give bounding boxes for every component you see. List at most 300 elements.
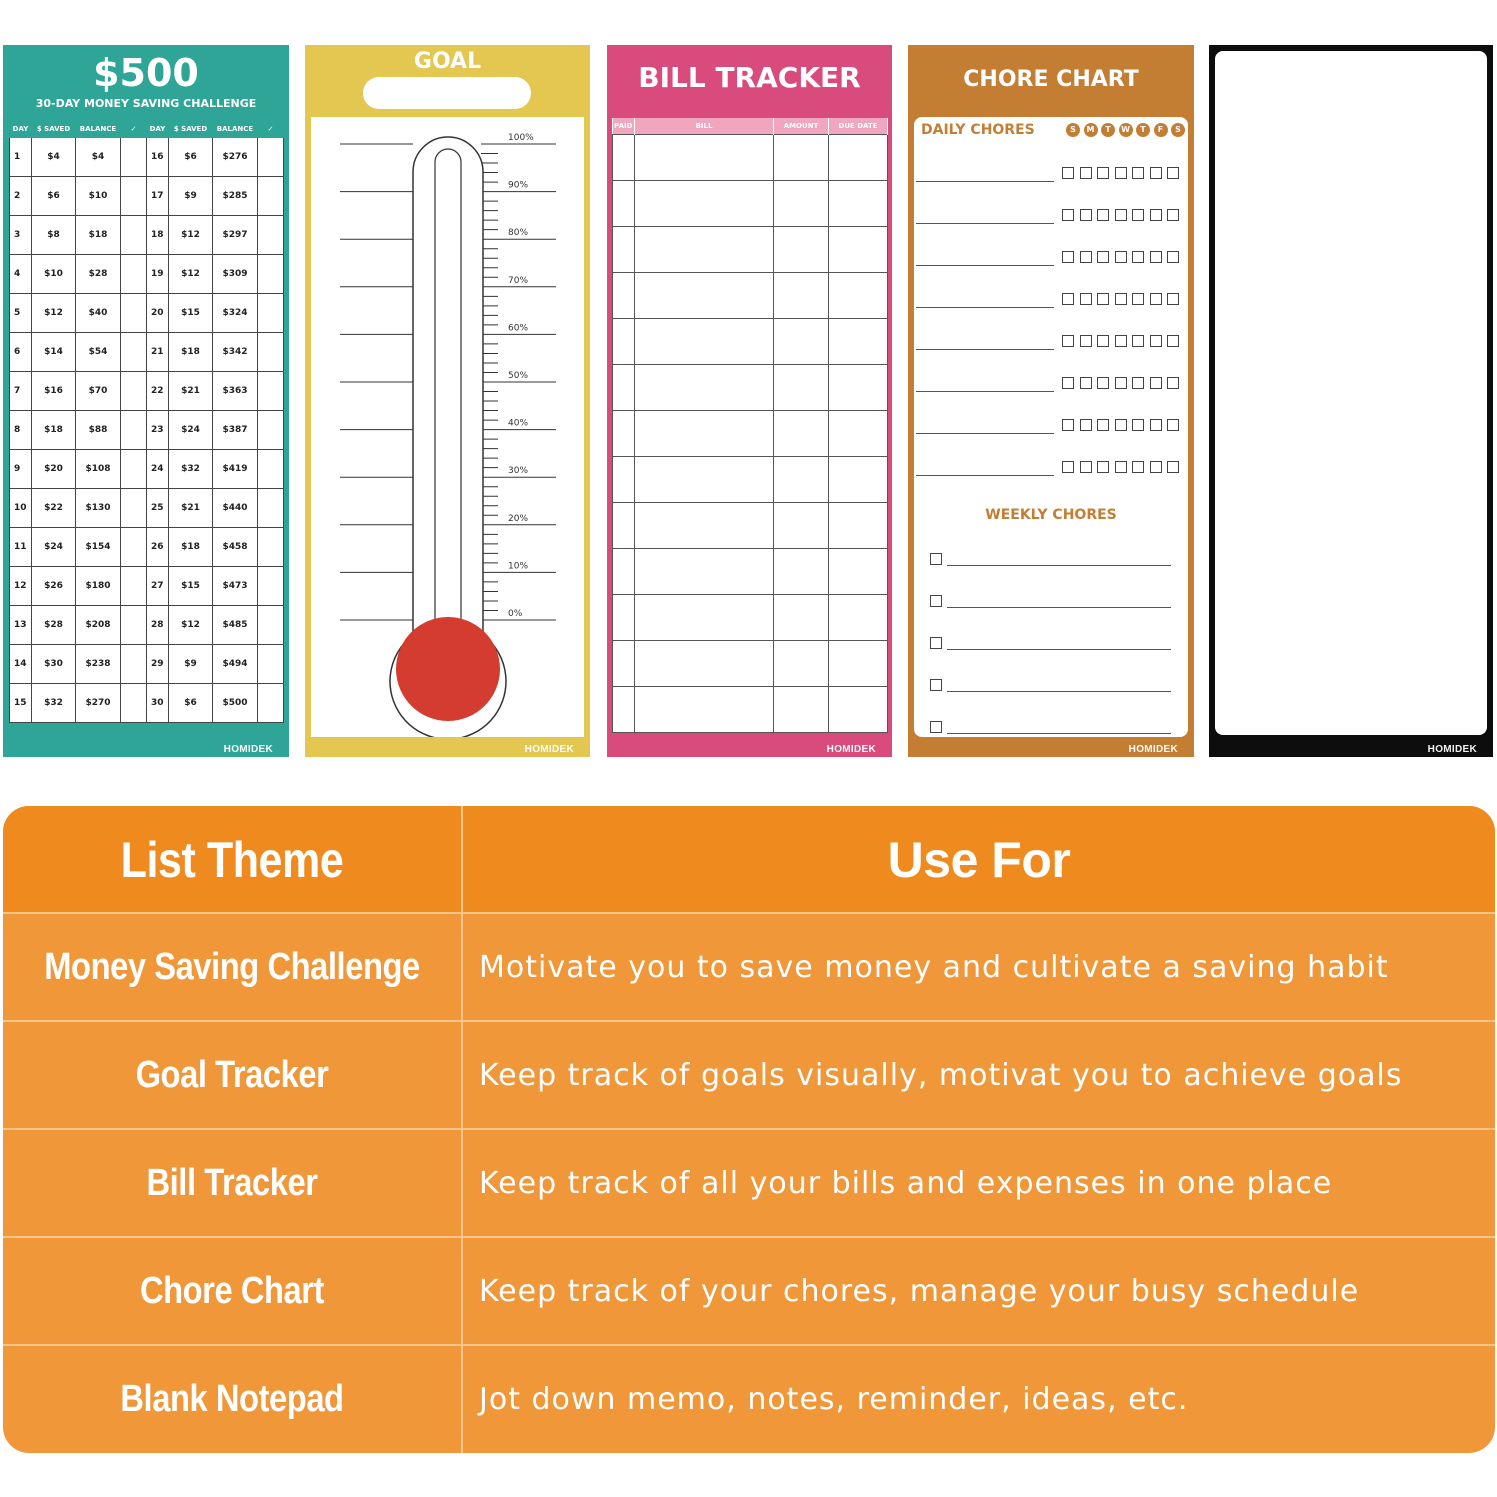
day-cell: 19 bbox=[147, 255, 169, 294]
brand-logo: HOMIDEK bbox=[223, 744, 273, 755]
day-cell: 24 bbox=[147, 450, 169, 489]
bill-cell[interactable] bbox=[774, 503, 829, 549]
goal-percent-label: 50% bbox=[508, 371, 529, 381]
check-cell[interactable] bbox=[258, 450, 284, 489]
day-cell: 13 bbox=[10, 606, 32, 645]
column-divider bbox=[461, 806, 463, 1453]
thermometer-bulb bbox=[396, 617, 500, 721]
bill-cell[interactable] bbox=[774, 641, 829, 687]
day-checkbox[interactable] bbox=[1115, 461, 1127, 473]
bill-cell[interactable] bbox=[774, 411, 829, 457]
table-row bbox=[10, 606, 284, 645]
amount-cell: $208 bbox=[76, 606, 121, 645]
check-cell[interactable] bbox=[258, 216, 284, 255]
table-row bbox=[10, 372, 284, 411]
amount-cell: $20 bbox=[32, 450, 76, 489]
bill-cell[interactable] bbox=[774, 227, 829, 273]
amount-cell: $458 bbox=[213, 528, 258, 567]
check-cell[interactable] bbox=[121, 177, 147, 216]
amount-cell: $108 bbox=[76, 450, 121, 489]
theme-table-header bbox=[3, 806, 1495, 913]
check-cell[interactable] bbox=[258, 567, 284, 606]
bill-col-header: BILL bbox=[635, 118, 774, 135]
amount-cell: $8 bbox=[32, 216, 76, 255]
amount-cell: $6 bbox=[32, 177, 76, 216]
day-cell: 3 bbox=[10, 216, 32, 255]
day-cell: 23 bbox=[147, 411, 169, 450]
bill-cell[interactable] bbox=[613, 411, 635, 457]
amount-cell: $485 bbox=[213, 606, 258, 645]
amount-cell: $21 bbox=[169, 372, 213, 411]
table-row bbox=[10, 411, 284, 450]
bill-col-header: PAID bbox=[613, 118, 635, 135]
amount-cell: $15 bbox=[169, 294, 213, 333]
day-checkbox[interactable] bbox=[1097, 293, 1109, 305]
amount-cell: $14 bbox=[32, 333, 76, 372]
day-checkbox[interactable] bbox=[1062, 419, 1074, 431]
chore-write-line[interactable] bbox=[947, 649, 1171, 650]
day-checkbox[interactable] bbox=[1150, 251, 1162, 263]
bill-cell[interactable] bbox=[613, 549, 635, 595]
day-checkbox[interactable] bbox=[1150, 335, 1162, 347]
weekday-badge: W bbox=[1119, 123, 1133, 137]
table-row bbox=[3, 1346, 1495, 1452]
day-checkbox[interactable] bbox=[1115, 419, 1127, 431]
money-saving-panel bbox=[3, 45, 289, 757]
bill-cell[interactable] bbox=[829, 273, 888, 319]
bill-cell[interactable] bbox=[635, 411, 774, 457]
amount-cell: $32 bbox=[32, 684, 76, 723]
amount-cell: $10 bbox=[32, 255, 76, 294]
check-cell[interactable] bbox=[258, 372, 284, 411]
goal-thermometer bbox=[311, 117, 584, 737]
bill-cell[interactable] bbox=[613, 457, 635, 503]
day-checkbox[interactable] bbox=[1132, 377, 1144, 389]
day-checkbox[interactable] bbox=[1097, 335, 1109, 347]
day-cell: 4 bbox=[10, 255, 32, 294]
theme-use: Keep track of your chores, manage your busy schedule bbox=[479, 1273, 1360, 1309]
goal-percent-label: 30% bbox=[508, 466, 529, 477]
bill-cell[interactable] bbox=[635, 319, 774, 365]
money-panel-title: $500 bbox=[93, 51, 199, 95]
check-cell[interactable] bbox=[121, 450, 147, 489]
weekly-checkbox[interactable] bbox=[930, 637, 942, 649]
money-col-header: $ SAVED bbox=[169, 120, 213, 138]
day-cell: 26 bbox=[147, 528, 169, 567]
chore-write-line[interactable] bbox=[916, 181, 1054, 182]
bill-cell[interactable] bbox=[829, 227, 888, 273]
bill-cell[interactable] bbox=[829, 135, 888, 181]
day-cell: 11 bbox=[10, 528, 32, 567]
brand-logo: HOMIDEK bbox=[1128, 744, 1178, 755]
bill-cell[interactable] bbox=[774, 595, 829, 641]
amount-cell: $12 bbox=[32, 294, 76, 333]
day-checkbox[interactable] bbox=[1167, 293, 1179, 305]
table-row bbox=[3, 1022, 1495, 1128]
money-col-header: DAY bbox=[10, 120, 32, 138]
day-checkbox[interactable] bbox=[1132, 209, 1144, 221]
table-row bbox=[10, 645, 284, 684]
weekday-badge: M bbox=[1084, 123, 1098, 137]
day-checkbox[interactable] bbox=[1150, 293, 1162, 305]
bill-cell[interactable] bbox=[635, 641, 774, 687]
amount-cell: $6 bbox=[169, 684, 213, 723]
money-col-header: ✓ bbox=[121, 120, 147, 138]
bill-cell[interactable] bbox=[774, 687, 829, 733]
weekday-badge: T bbox=[1101, 123, 1115, 137]
amount-cell: $28 bbox=[32, 606, 76, 645]
day-checkbox[interactable] bbox=[1097, 167, 1109, 179]
table-row bbox=[10, 450, 284, 489]
amount-cell: $324 bbox=[213, 294, 258, 333]
weekly-checkbox[interactable] bbox=[930, 679, 942, 691]
bill-cell[interactable] bbox=[613, 595, 635, 641]
daily-chore-row bbox=[916, 163, 1186, 183]
amount-cell: $130 bbox=[76, 489, 121, 528]
day-cell: 14 bbox=[10, 645, 32, 684]
goal-input-field[interactable] bbox=[363, 77, 531, 109]
day-cell: 22 bbox=[147, 372, 169, 411]
check-cell[interactable] bbox=[258, 606, 284, 645]
blank-note-area[interactable] bbox=[1215, 51, 1487, 735]
money-col-header: $ SAVED bbox=[32, 120, 76, 138]
check-cell[interactable] bbox=[258, 333, 284, 372]
day-checkbox[interactable] bbox=[1080, 377, 1092, 389]
bill-cell[interactable] bbox=[829, 181, 888, 227]
money-saving-grid bbox=[9, 119, 284, 723]
table-row bbox=[613, 365, 888, 411]
day-checkbox[interactable] bbox=[1080, 209, 1092, 221]
goal-panel-title: GOAL bbox=[413, 49, 482, 74]
check-cell[interactable] bbox=[258, 255, 284, 294]
bill-cell[interactable] bbox=[613, 181, 635, 227]
bill-cell[interactable] bbox=[829, 457, 888, 503]
chore-write-line[interactable] bbox=[916, 223, 1054, 224]
header-use-for: Use For bbox=[887, 831, 1071, 888]
chore-write-line[interactable] bbox=[947, 691, 1171, 692]
check-cell[interactable] bbox=[258, 177, 284, 216]
bill-cell[interactable] bbox=[613, 273, 635, 319]
amount-cell: $70 bbox=[76, 372, 121, 411]
day-checkbox[interactable] bbox=[1062, 293, 1074, 305]
weekly-chore-row bbox=[930, 593, 1170, 609]
day-cell: 21 bbox=[147, 333, 169, 372]
day-checkbox[interactable] bbox=[1150, 419, 1162, 431]
bill-cell[interactable] bbox=[635, 365, 774, 411]
bill-cell[interactable] bbox=[774, 181, 829, 227]
day-checkbox[interactable] bbox=[1167, 167, 1179, 179]
amount-cell: $26 bbox=[32, 567, 76, 606]
bill-cell[interactable] bbox=[613, 365, 635, 411]
day-checkbox[interactable] bbox=[1167, 419, 1179, 431]
day-checkbox[interactable] bbox=[1062, 461, 1074, 473]
weekly-chore-row bbox=[930, 677, 1170, 693]
weekly-checkbox[interactable] bbox=[930, 553, 942, 565]
bill-cell[interactable] bbox=[613, 687, 635, 733]
day-checkbox[interactable] bbox=[1080, 167, 1092, 179]
day-checkbox[interactable] bbox=[1097, 461, 1109, 473]
day-checkbox[interactable] bbox=[1097, 209, 1109, 221]
weekday-badge: F bbox=[1154, 123, 1168, 137]
chore-write-line[interactable] bbox=[916, 391, 1054, 392]
goal-percent-label: 60% bbox=[508, 323, 529, 334]
table-row bbox=[613, 503, 888, 549]
day-checkbox[interactable] bbox=[1132, 419, 1144, 431]
check-cell[interactable] bbox=[258, 138, 284, 177]
day-checkbox[interactable] bbox=[1150, 167, 1162, 179]
day-checkbox[interactable] bbox=[1062, 167, 1074, 179]
amount-cell: $387 bbox=[213, 411, 258, 450]
goal-percent-label: 80% bbox=[508, 228, 529, 239]
bill-cell[interactable] bbox=[774, 457, 829, 503]
goal-card bbox=[311, 117, 584, 737]
amount-cell: $30 bbox=[32, 645, 76, 684]
bill-cell[interactable] bbox=[829, 503, 888, 549]
chore-chart-panel bbox=[908, 45, 1194, 757]
bill-cell[interactable] bbox=[613, 641, 635, 687]
blank-notepad-panel bbox=[1209, 45, 1493, 757]
day-checkbox[interactable] bbox=[1080, 335, 1092, 347]
day-checkbox[interactable] bbox=[1115, 335, 1127, 347]
amount-cell: $18 bbox=[169, 333, 213, 372]
bill-cell[interactable] bbox=[635, 273, 774, 319]
bill-cell[interactable] bbox=[635, 503, 774, 549]
bill-col-header: AMOUNT bbox=[774, 118, 829, 135]
theme-name: Blank Notepad bbox=[120, 1377, 344, 1420]
day-checkbox[interactable] bbox=[1167, 335, 1179, 347]
check-cell[interactable] bbox=[121, 138, 147, 177]
amount-cell: $180 bbox=[76, 567, 121, 606]
check-cell[interactable] bbox=[121, 255, 147, 294]
thermometer-tube bbox=[435, 149, 461, 627]
amount-cell: $18 bbox=[169, 528, 213, 567]
day-checkbox[interactable] bbox=[1150, 209, 1162, 221]
bill-cell[interactable] bbox=[613, 135, 635, 181]
bill-tracker-panel bbox=[607, 45, 892, 757]
bill-cell[interactable] bbox=[829, 641, 888, 687]
day-checkbox[interactable] bbox=[1115, 293, 1127, 305]
check-cell[interactable] bbox=[121, 528, 147, 567]
bill-cell[interactable] bbox=[774, 135, 829, 181]
check-cell[interactable] bbox=[121, 645, 147, 684]
table-row bbox=[10, 216, 284, 255]
goal-percent-label: 10% bbox=[508, 561, 529, 572]
amount-cell: $342 bbox=[213, 333, 258, 372]
amount-cell: $4 bbox=[76, 138, 121, 177]
check-cell[interactable] bbox=[121, 606, 147, 645]
amount-cell: $419 bbox=[213, 450, 258, 489]
amount-cell: $88 bbox=[76, 411, 121, 450]
chore-write-line[interactable] bbox=[947, 565, 1171, 566]
day-cell: 8 bbox=[10, 411, 32, 450]
check-cell[interactable] bbox=[121, 216, 147, 255]
day-checkbox[interactable] bbox=[1150, 461, 1162, 473]
amount-cell: $12 bbox=[169, 606, 213, 645]
day-checkbox[interactable] bbox=[1062, 335, 1074, 347]
amount-cell: $12 bbox=[169, 255, 213, 294]
check-cell[interactable] bbox=[121, 411, 147, 450]
bill-cell[interactable] bbox=[635, 549, 774, 595]
weekly-checkbox[interactable] bbox=[930, 595, 942, 607]
amount-cell: $12 bbox=[169, 216, 213, 255]
bill-cell[interactable] bbox=[613, 227, 635, 273]
amount-cell: $40 bbox=[76, 294, 121, 333]
table-row bbox=[10, 567, 284, 606]
check-cell[interactable] bbox=[258, 489, 284, 528]
day-checkbox[interactable] bbox=[1167, 461, 1179, 473]
weekly-checkbox[interactable] bbox=[930, 721, 942, 733]
amount-cell: $18 bbox=[32, 411, 76, 450]
table-row bbox=[10, 177, 284, 216]
chore-write-line[interactable] bbox=[916, 475, 1054, 476]
bill-cell[interactable] bbox=[829, 687, 888, 733]
chore-card bbox=[914, 117, 1188, 737]
day-checkbox[interactable] bbox=[1132, 167, 1144, 179]
bill-cell[interactable] bbox=[635, 181, 774, 227]
day-checkbox[interactable] bbox=[1080, 251, 1092, 263]
table-row bbox=[613, 135, 888, 181]
bill-cell[interactable] bbox=[774, 273, 829, 319]
amount-cell: $28 bbox=[76, 255, 121, 294]
table-row bbox=[613, 457, 888, 503]
goal-percent-label: 70% bbox=[508, 275, 529, 286]
check-cell[interactable] bbox=[258, 528, 284, 567]
bill-cell[interactable] bbox=[829, 319, 888, 365]
check-cell[interactable] bbox=[258, 684, 284, 723]
check-cell[interactable] bbox=[121, 684, 147, 723]
bill-cell[interactable] bbox=[829, 595, 888, 641]
bill-cell[interactable] bbox=[635, 687, 774, 733]
bill-cell[interactable] bbox=[774, 319, 829, 365]
bill-col-header: DUE DATE bbox=[829, 118, 888, 135]
bill-cell[interactable] bbox=[635, 135, 774, 181]
bill-cell[interactable] bbox=[635, 227, 774, 273]
bill-cell[interactable] bbox=[829, 549, 888, 595]
money-col-header: ✓ bbox=[258, 120, 284, 138]
bill-cell[interactable] bbox=[829, 411, 888, 457]
check-cell[interactable] bbox=[121, 567, 147, 606]
day-checkbox[interactable] bbox=[1167, 251, 1179, 263]
daily-chore-row bbox=[916, 247, 1186, 267]
table-row bbox=[3, 1238, 1495, 1344]
weekday-badge: S bbox=[1066, 123, 1080, 137]
bill-cell[interactable] bbox=[613, 503, 635, 549]
day-checkbox[interactable] bbox=[1132, 335, 1144, 347]
daily-chore-row bbox=[916, 373, 1186, 393]
day-cell: 29 bbox=[147, 645, 169, 684]
chore-write-line[interactable] bbox=[916, 433, 1054, 434]
day-checkbox[interactable] bbox=[1097, 419, 1109, 431]
amount-cell: $21 bbox=[169, 489, 213, 528]
check-cell[interactable] bbox=[258, 411, 284, 450]
day-checkbox[interactable] bbox=[1132, 293, 1144, 305]
day-checkbox[interactable] bbox=[1115, 209, 1127, 221]
goal-panel bbox=[305, 45, 590, 757]
theme-name: Bill Tracker bbox=[146, 1161, 318, 1204]
check-cell[interactable] bbox=[121, 489, 147, 528]
money-col-header: BALANCE bbox=[213, 120, 258, 138]
amount-cell: $4 bbox=[32, 138, 76, 177]
amount-cell: $24 bbox=[169, 411, 213, 450]
table-row bbox=[613, 319, 888, 365]
weekly-chores-label: WEEKLY CHORES bbox=[985, 507, 1117, 523]
check-cell[interactable] bbox=[258, 645, 284, 684]
check-cell[interactable] bbox=[258, 294, 284, 333]
day-cell: 10 bbox=[10, 489, 32, 528]
chore-write-line[interactable] bbox=[916, 349, 1054, 350]
bill-cell[interactable] bbox=[635, 595, 774, 641]
bill-cell[interactable] bbox=[613, 319, 635, 365]
day-checkbox[interactable] bbox=[1132, 251, 1144, 263]
daily-chore-row bbox=[916, 331, 1186, 351]
table-row bbox=[613, 227, 888, 273]
chore-write-line[interactable] bbox=[916, 307, 1054, 308]
bill-cell[interactable] bbox=[774, 365, 829, 411]
day-checkbox[interactable] bbox=[1062, 377, 1074, 389]
day-cell: 28 bbox=[147, 606, 169, 645]
day-checkbox[interactable] bbox=[1132, 461, 1144, 473]
table-row bbox=[10, 528, 284, 567]
day-checkbox[interactable] bbox=[1080, 419, 1092, 431]
money-col-header: BALANCE bbox=[76, 120, 121, 138]
day-checkbox[interactable] bbox=[1115, 377, 1127, 389]
weekly-chore-row bbox=[930, 551, 1170, 567]
check-cell[interactable] bbox=[121, 294, 147, 333]
day-checkbox[interactable] bbox=[1150, 377, 1162, 389]
day-cell: 25 bbox=[147, 489, 169, 528]
day-checkbox[interactable] bbox=[1080, 461, 1092, 473]
weekday-badge: T bbox=[1136, 123, 1150, 137]
day-checkbox[interactable] bbox=[1097, 251, 1109, 263]
table-row bbox=[10, 294, 284, 333]
day-checkbox[interactable] bbox=[1115, 251, 1127, 263]
chore-write-line[interactable] bbox=[947, 607, 1171, 608]
day-cell: 9 bbox=[10, 450, 32, 489]
day-cell: 20 bbox=[147, 294, 169, 333]
amount-cell: $297 bbox=[213, 216, 258, 255]
goal-percent-label: 100% bbox=[508, 133, 534, 143]
table-row bbox=[3, 1130, 1495, 1236]
amount-cell: $238 bbox=[76, 645, 121, 684]
theme-use: Motivate you to save money and cultivate a saving habit bbox=[479, 949, 1389, 985]
day-checkbox[interactable] bbox=[1167, 377, 1179, 389]
brand-logo: HOMIDEK bbox=[524, 744, 574, 755]
day-checkbox[interactable] bbox=[1167, 209, 1179, 221]
amount-cell: $500 bbox=[213, 684, 258, 723]
bill-cell[interactable] bbox=[829, 365, 888, 411]
amount-cell: $276 bbox=[213, 138, 258, 177]
day-cell: 18 bbox=[147, 216, 169, 255]
bill-cell[interactable] bbox=[635, 457, 774, 503]
day-checkbox[interactable] bbox=[1062, 209, 1074, 221]
check-cell[interactable] bbox=[121, 372, 147, 411]
check-cell[interactable] bbox=[121, 333, 147, 372]
day-checkbox[interactable] bbox=[1080, 293, 1092, 305]
amount-cell: $9 bbox=[169, 645, 213, 684]
day-cell: 27 bbox=[147, 567, 169, 606]
day-checkbox[interactable] bbox=[1097, 377, 1109, 389]
theme-name: Money Saving Challenge bbox=[44, 945, 420, 988]
chore-write-line[interactable] bbox=[947, 733, 1171, 734]
amount-cell: $285 bbox=[213, 177, 258, 216]
bill-cell[interactable] bbox=[774, 549, 829, 595]
table-row bbox=[613, 687, 888, 733]
amount-cell: $9 bbox=[169, 177, 213, 216]
chore-write-line[interactable] bbox=[916, 265, 1054, 266]
day-cell: 17 bbox=[147, 177, 169, 216]
day-checkbox[interactable] bbox=[1115, 167, 1127, 179]
day-checkbox[interactable] bbox=[1062, 251, 1074, 263]
